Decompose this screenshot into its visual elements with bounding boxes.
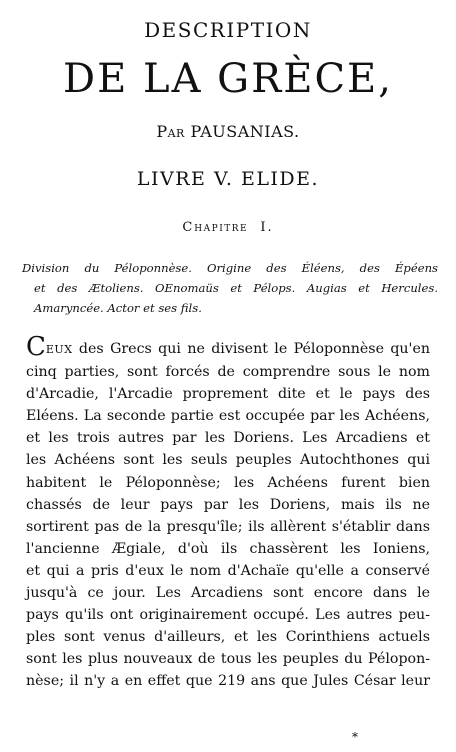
chapter-rest: HAPITRE [194,224,249,234]
body-line: habitent le Péloponnèse; les Achéens furent bien [26,474,430,491]
chapter-heading [0,220,456,235]
first-line-rest: des Grecs qui ne divisent le Péloponnèse qu'en [72,341,430,357]
drop-cap-rest: EUX [45,343,73,356]
title-line-1: DESCRIPTION [144,18,312,42]
book-heading: LIVRE V. ELIDE. [136,168,320,190]
body-line: chassés de leur pays par les Doriens, mais ils ne [26,496,430,513]
summary-line: Division du Péloponnèse. Origine des Éléens, des Épéens [22,261,438,275]
drop-cap: C [26,332,46,362]
chapter-summary [22,258,438,318]
body-line: et les trois autres par les Doriens. Les Arcadiens et [26,430,430,447]
body-line-first [26,332,430,362]
body-line: sortirent pas de la presqu'île; ils allèrent s'établir dans [26,518,430,535]
byline [0,122,456,141]
body-line: pays qu'ils ont originairement occupé. Les autres peu- [26,607,430,624]
body-line: ples sont venus d'ailleurs, et les Corinthiens actuels [26,629,430,646]
body-text [26,332,430,693]
byline-prefix-cap: P [156,122,168,141]
summary-line: Amaryncée. Actor et ses fils. [34,301,202,315]
title-line-2: DE LA GRÈCE, [63,56,393,102]
body-line: les Achéens sont les seuls peuples Autochthones qui [26,452,430,469]
byline-author: PAUSANIAS. [190,122,300,141]
chapter-cap: C [182,220,195,235]
body-line: cinq parties, sont forcés de comprendre sous le nom [26,364,430,381]
body-line: et qui a pris d'eux le nom d'Achaïe qu'elle a conservé [26,562,430,579]
signature-mark: * [352,730,358,744]
body-line: jusqu'à ce jour. Les Arcadiens sont encore dans le [26,585,430,602]
body-line: Eléens. La seconde partie est occupée par les Achéens, [26,408,430,425]
chapter-number: I. [260,220,274,235]
body-line: d'Arcadie, l'Arcadie proprement dite et le pays des [26,386,430,403]
summary-line: et des Ætoliens. OEnomaüs et Pélops. Augias et Hercules. [34,281,438,295]
byline-prefix-rest: AR [167,127,185,140]
body-line: sont les plus nouveaux de tous les peuples du Pélopon- [26,651,430,668]
body-line: l'ancienne Ægiale, d'où ils chassèrent les Ioniens, [26,540,430,557]
body-line: nèse; il n'y a en effet que 219 ans que Jules César leur [26,673,430,690]
